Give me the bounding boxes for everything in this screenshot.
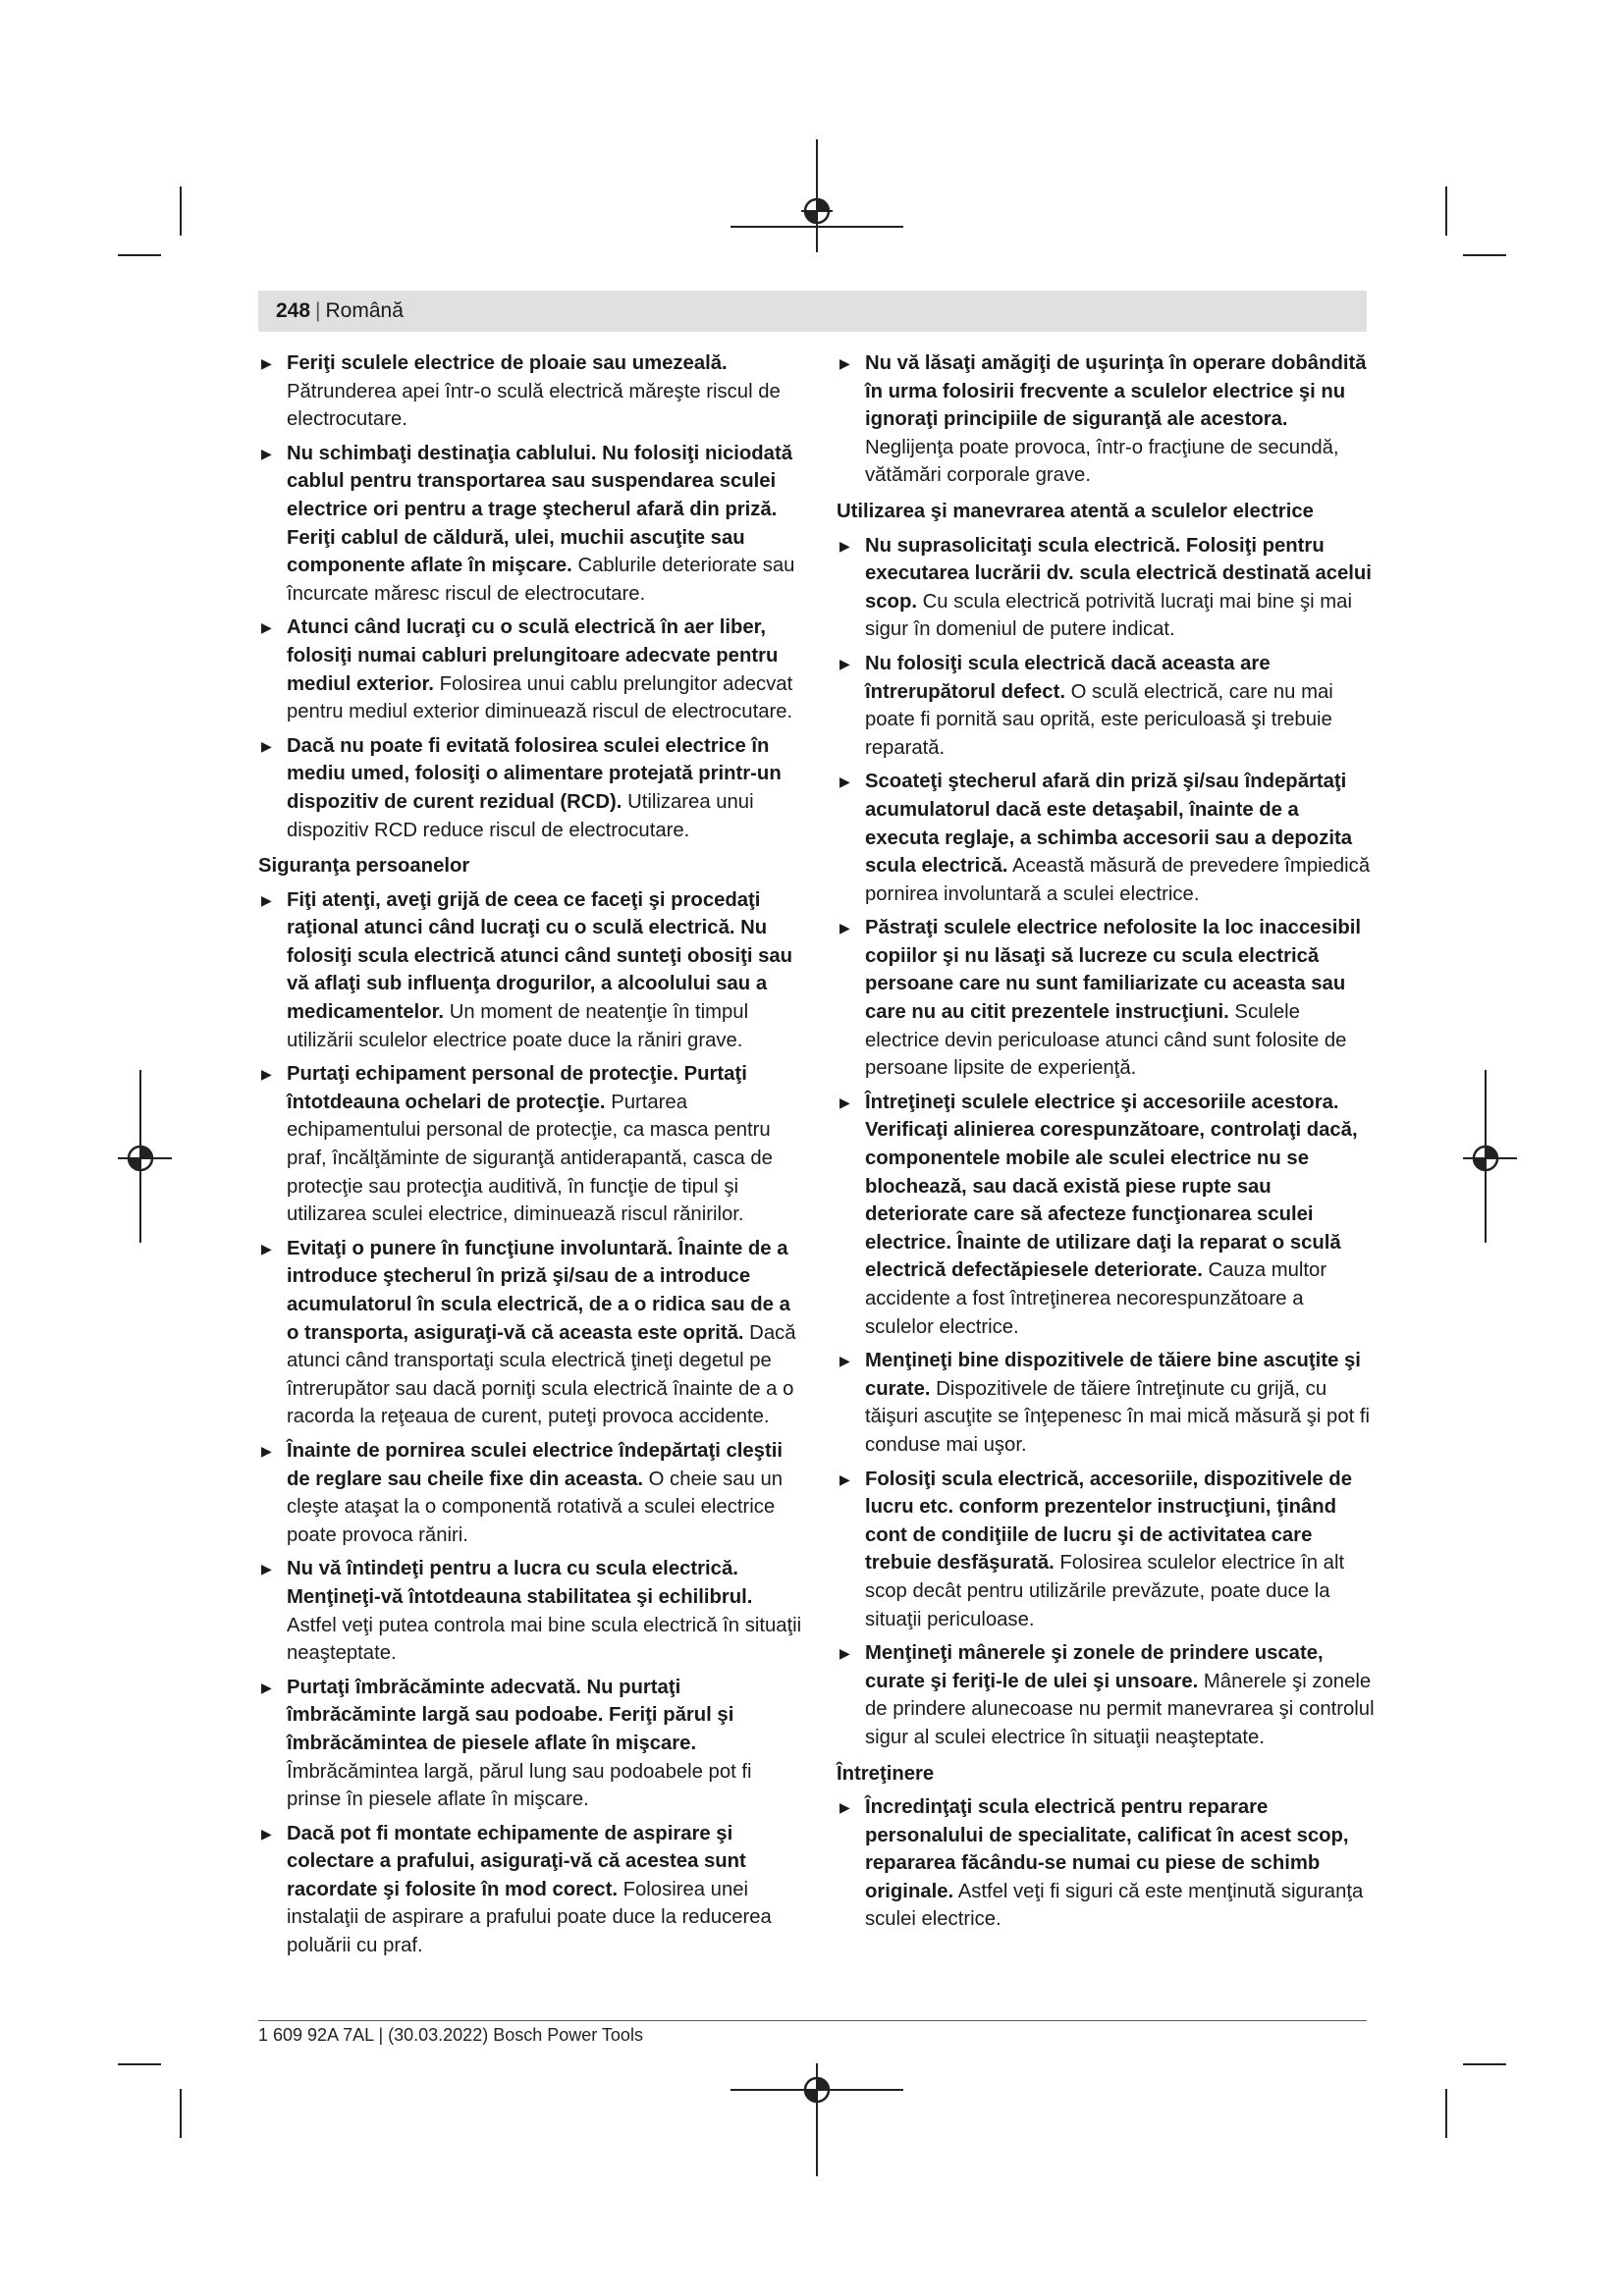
safety-instruction-item xyxy=(258,732,802,844)
instruction-bold-text: Întreţineţi sculele electrice şi accesoriile acestora. Verificaţi alinierea corespunzătoare, controlaţi dacă, componentele mobile ale sculei electrice nu se blochează, sau dacă există piese rupte sau deteriorate care să afecteze funcţionarea sculei electrice. Înainte de utilizare daţi la reparat o sculă electrică defectăpiesele deteriorate. xyxy=(865,1091,1358,1282)
instruction-explanation: Purtarea echipamentului personal de protecţie, ca masca pentru praf, încălţăminte de siguranţă antiderapantă, casca de protecţie sau protecţia auditivă, în funcţie de tipul şi utilizarea sculei electrice, diminuează riscul rănirilor. xyxy=(287,1091,773,1226)
page-number: 248 xyxy=(276,299,311,322)
crosshair-icon xyxy=(125,1143,156,1174)
instruction-explanation: Astfel veţi putea controla mai bine scula electrică în situaţii neaşteptate. xyxy=(287,1614,802,1665)
section-heading: Întreţinere xyxy=(837,1762,935,1785)
triangle-bullet-icon: ▶ xyxy=(261,1066,272,1083)
safety-instruction-item xyxy=(258,1060,802,1229)
safety-instruction-item xyxy=(837,349,1375,490)
safety-instruction-item xyxy=(258,349,802,434)
right-column xyxy=(837,349,1375,1940)
triangle-bullet-icon: ▶ xyxy=(839,1094,850,1110)
triangle-bullet-icon: ▶ xyxy=(839,1470,850,1487)
instruction-explanation: Folosirea unei instalaţii de aspirare a prafului poate duce la reducerea poluării cu praf. xyxy=(287,1878,772,1957)
instruction-bold-text: Nu folosiţi scula electrică dacă aceasta are întrerupătorul defect. xyxy=(865,652,1271,703)
triangle-bullet-icon: ▶ xyxy=(261,1825,272,1842)
triangle-bullet-icon: ▶ xyxy=(261,737,272,754)
header-separator: | xyxy=(315,299,321,322)
triangle-bullet-icon: ▶ xyxy=(261,1442,272,1459)
triangle-bullet-icon: ▶ xyxy=(839,1799,850,1816)
instruction-explanation: Cauza multor accidente a fost întreţinerea necorespunzătoare a sculelor electrice. xyxy=(865,1259,1327,1338)
instruction-explanation: O sculă electrică, care nu mai poate fi pornită sau oprită, este periculoasă şi trebuie reparată. xyxy=(865,680,1333,759)
instruction-explanation: Folosirea unui cablu prelungitor adecvat pentru mediul exterior diminuează riscul de electrocutare. xyxy=(287,672,793,723)
instruction-explanation: Cu scula electrică potrivită lucraţi mai bine şi mai sigur în domeniul de putere indicat. xyxy=(865,590,1352,641)
instruction-bold-text: Menţineţi mânerele şi zonele de prindere uscate, curate şi feriţi-le de ulei şi unsoare. xyxy=(865,1642,1324,1692)
crosshair-icon xyxy=(801,195,833,227)
instruction-bold-text: Scoateţi ştecherul afară din priză şi/sau îndepărtaţi acumulatorul dacă este detaşabil, înainte de a executa reglaje, a schimba accesorii sau a depozita scula electrică. xyxy=(865,771,1352,878)
safety-instruction-item xyxy=(837,1639,1375,1751)
page-footer: 1 609 92A 7AL | (30.03.2022) Bosch Power Tools xyxy=(258,2025,643,2045)
left-column xyxy=(258,349,802,1966)
crop-mark-top-right-h xyxy=(1463,254,1506,256)
crop-mark-bottom-left-v xyxy=(180,2089,182,2138)
instruction-bold-text: Purtaţi îmbrăcăminte adecvată. Nu purtaţi îmbrăcăminte largă sau podoabe. Feriţi părul şi îmbrăcămintea de piesele aflate în mişcare. xyxy=(287,1676,734,1754)
triangle-bullet-icon: ▶ xyxy=(261,445,272,461)
safety-instruction-item xyxy=(258,1437,802,1549)
crop-mark-bottom-left-h xyxy=(118,2063,161,2065)
crop-mark-top-left-h xyxy=(118,254,161,256)
safety-instruction-item xyxy=(258,1820,802,1960)
triangle-bullet-icon: ▶ xyxy=(261,619,272,636)
instruction-bold-text: Purtaţi echipament personal de protecţie. Purtaţi întotdeauna ochelari de protecţie. xyxy=(287,1063,747,1113)
header-language: Română xyxy=(325,299,404,322)
instruction-bold-text: Dacă nu poate fi evitată folosirea sculei electrice în mediu umed, folosiţi o alimentare protejată printr-un dispozitiv de curent rezidual (RCD). xyxy=(287,734,782,813)
safety-instruction-item xyxy=(258,1235,802,1431)
crop-mark-bottom-right-v xyxy=(1445,2089,1447,2138)
instruction-explanation: Sculele electrice devin periculoase atunci când sunt folosite de persoane lipsite de experienţă. xyxy=(865,1001,1347,1080)
instruction-bold-text: Nu vă lăsaţi amăgiţi de uşurinţa în operare dobândită în urma folosirii frecvente a sculelor electrice şi nu ignoraţi principiile de siguranţă ale acestora. xyxy=(865,352,1367,431)
safety-instruction-item xyxy=(258,1674,802,1814)
safety-instruction-item xyxy=(837,768,1375,908)
triangle-bullet-icon: ▶ xyxy=(261,1679,272,1695)
instruction-bold-text: Dacă pot fi montate echipamente de aspirare şi colectare a prafului, asiguraţi-vă că acestea sunt racordate şi folosite în mod corect. xyxy=(287,1822,746,1900)
safety-instruction-item xyxy=(258,1555,802,1667)
page-header xyxy=(258,291,1367,332)
triangle-bullet-icon: ▶ xyxy=(261,1240,272,1256)
footer-rule xyxy=(258,2020,1367,2021)
instruction-explanation: Astfel veţi fi siguri că este menţinută siguranţa sculei electrice. xyxy=(865,1880,1364,1931)
instruction-explanation: Dacă atunci când transportaţi scula electrică ţineţi degetul pe întrerupător sau dacă porniţi scula electrică înainte de a o racorda la reţeaua de curent, puteţi provoca accidente. xyxy=(287,1321,796,1428)
safety-instruction-item xyxy=(837,1089,1375,1341)
instruction-bold-text: Feriţi sculele electrice de ploaie sau umezeală. xyxy=(287,352,728,374)
crop-mark-bottom-right-h xyxy=(1463,2063,1506,2065)
triangle-bullet-icon: ▶ xyxy=(839,774,850,790)
safety-instruction-item xyxy=(837,1466,1375,1634)
crop-mark-top-right-v xyxy=(1445,187,1447,236)
section-heading: Siguranţa persoanelor xyxy=(258,855,470,878)
instruction-explanation: Neglijenţa poate provoca, într-o fracţiune de secundă, vătămări corporale grave. xyxy=(865,436,1339,487)
instruction-bold-text: Păstraţi sculele electrice nefolosite la loc inaccesibil copiilor şi nu lăsaţi să lucreze cu scula electrică persoane care nu sunt familiarizate cu aceasta sau care nu au citit prezentele instrucţiuni. xyxy=(865,917,1362,1024)
instruction-bold-text: Fiţi atenţi, aveţi grijă de ceea ce faceţi şi procedaţi raţional atunci când lucraţi cu o sculă electrică. Nu folosiţi scula electrică atunci când sunteţi obosiţi sau vă aflaţi sub influenţa drogurilor, a alcoolului sau a medicamentelor. xyxy=(287,888,793,1024)
safety-instruction-item xyxy=(837,1347,1375,1459)
instruction-bold-text: Nu suprasolicitaţi scula electrică. Folosiţi pentru executarea lucrării dv. scula electrică destinată acelui scop. xyxy=(865,534,1372,613)
instruction-explanation: Pătrunderea apei într-o sculă electrică măreşte riscul de electrocutare. xyxy=(287,380,781,431)
instruction-bold-text: Nu schimbaţi destinaţia cablului. Nu folosiţi niciodată cablul pentru transportarea sau suspendarea sculei electrice ori pentru a trage ştecherul afară din priză. Feriţi cablul de căldură, ulei, muchii ascuţite sau componente aflate în mişcare. xyxy=(287,442,792,577)
triangle-bullet-icon: ▶ xyxy=(261,891,272,908)
triangle-bullet-icon: ▶ xyxy=(839,537,850,554)
instruction-explanation: Cablurile deteriorate sau încurcate măresc riscul de electrocutare. xyxy=(287,555,795,605)
instruction-bold-text: Atunci când lucraţi cu o sculă electrică în aer liber, folosiţi numai cabluri prelungitoare adecvate pentru mediul exterior. xyxy=(287,616,779,695)
triangle-bullet-icon: ▶ xyxy=(839,920,850,936)
instruction-explanation: Folosirea sculelor electrice în alt scop decât pentru utilizările prevăzute, poate duce la situaţii periculoase. xyxy=(865,1552,1345,1630)
triangle-bullet-icon: ▶ xyxy=(839,355,850,371)
instruction-bold-text: Înainte de pornirea sculei electrice îndepărtaţi cleştii de reglare sau cheile fixe din aceasta. xyxy=(287,1439,783,1490)
instruction-explanation: Mânerele şi zonele de prindere alunecoase nu permit manevrarea şi controlul sigur al sculei electrice în situaţii neaşteptate. xyxy=(865,1670,1375,1748)
instruction-explanation: O cheie sau un cleşte ataşat la o componentă rotativă a sculei electrice poate provoca răniri. xyxy=(287,1468,784,1546)
triangle-bullet-icon: ▶ xyxy=(839,1645,850,1662)
instruction-explanation: Utilizarea unui dispozitiv RCD reduce riscul de electrocutare. xyxy=(287,790,754,841)
safety-instruction-item xyxy=(837,1793,1375,1934)
crop-mark-top-left-v xyxy=(180,187,182,236)
section-heading: Utilizarea şi manevrarea atentă a sculelor electrice xyxy=(837,500,1314,522)
instruction-bold-text: Evitaţi o punere în funcţiune involuntară. Înainte de a introduce ştecherul în priză şi/sau de a introduce acumulatorul în scula electrică, de a o ridica sau de a o transporta, asiguraţi-vă că aceasta este oprită. xyxy=(287,1237,790,1344)
instruction-explanation: Dispozitivele de tăiere întreţinute cu grijă, cu tăişuri ascuţite se înţepenesc în mai mică măsură şi pot fi conduse mai uşor. xyxy=(865,1377,1371,1456)
instruction-explanation: Un moment de neatenţie în timpul utilizării sculelor electrice poate duce la răniri grave. xyxy=(287,1001,749,1051)
safety-instruction-item xyxy=(258,886,802,1055)
triangle-bullet-icon: ▶ xyxy=(261,355,272,371)
triangle-bullet-icon: ▶ xyxy=(839,1353,850,1369)
safety-instruction-item xyxy=(837,914,1375,1083)
crosshair-icon xyxy=(1470,1143,1501,1174)
triangle-bullet-icon: ▶ xyxy=(839,655,850,671)
safety-instruction-item xyxy=(837,532,1375,644)
safety-instruction-item xyxy=(258,614,802,725)
instruction-explanation: Îmbrăcămintea largă, părul lung sau podoabele pot fi prinse în piesele aflate în mişcare. xyxy=(287,1760,752,1811)
instruction-bold-text: Folosiţi scula electrică, accesoriile, dispozitivele de lucru etc. conform prezentelor instrucţiuni, ţinând cont de condiţiile de lucru şi de activitatea care trebuie desfăşurată. xyxy=(865,1468,1352,1575)
instruction-bold-text: Nu vă întindeţi pentru a lucra cu scula electrică. Menţineţi-vă întotdeauna stabilitatea şi echilibrul. xyxy=(287,1558,753,1608)
instruction-explanation: Această măsură de prevedere împiedică pornirea involuntară a sculei electrice. xyxy=(865,855,1371,905)
crosshair-icon xyxy=(801,2074,833,2106)
triangle-bullet-icon: ▶ xyxy=(261,1561,272,1577)
safety-instruction-item xyxy=(837,650,1375,762)
safety-instruction-item xyxy=(258,440,802,609)
instruction-bold-text: Încredinţaţi scula electrică pentru reparare personalului de specialitate, calificat în acest scop, repararea făcându-se numai cu piese de schimb originale. xyxy=(865,1796,1349,1902)
instruction-bold-text: Menţineţi bine dispozitivele de tăiere bine ascuţite şi curate. xyxy=(865,1350,1361,1400)
